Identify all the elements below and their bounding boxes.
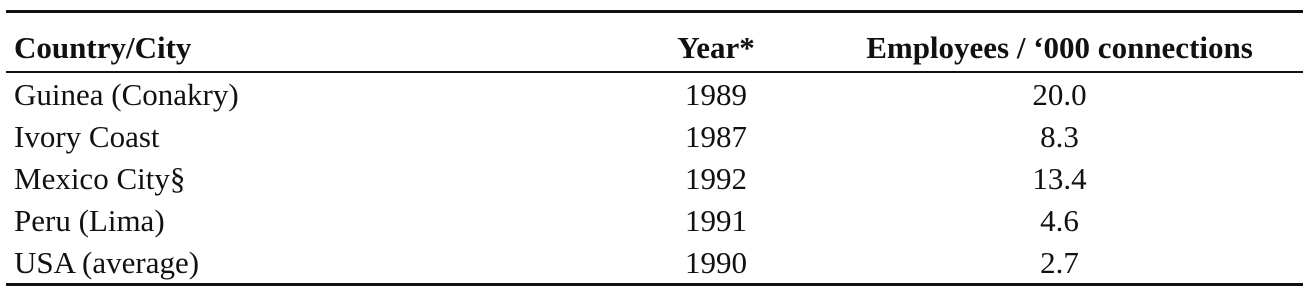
cell-year: 1987 — [685, 119, 747, 154]
cell-country: Guinea (Conakry) — [14, 77, 239, 112]
employees-per-connections-table — [6, 10, 1303, 286]
header-employees-per-connections: Employees / ‘000 connections — [866, 30, 1253, 65]
cell-employees: 4.6 — [1040, 203, 1079, 238]
table-row — [6, 72, 1303, 115]
cell-employees: 2.7 — [1040, 245, 1079, 280]
cell-employees: 13.4 — [1032, 161, 1087, 196]
cell-year: 1991 — [685, 203, 747, 238]
table-row — [6, 115, 1303, 157]
cell-country: USA (average) — [14, 245, 200, 280]
table-row — [6, 199, 1303, 241]
table-body — [6, 72, 1303, 285]
table-header — [6, 12, 1303, 73]
cell-country: Mexico City§ — [14, 161, 186, 196]
cell-employees: 20.0 — [1032, 77, 1087, 112]
data-table-container — [6, 10, 1303, 286]
cell-country: Ivory Coast — [14, 119, 160, 154]
table-row — [6, 157, 1303, 199]
cell-year: 1992 — [685, 161, 747, 196]
header-year: Year* — [677, 30, 755, 65]
cell-year: 1989 — [685, 77, 747, 112]
header-row — [6, 12, 1303, 73]
header-country-city: Country/City — [14, 30, 192, 65]
cell-country: Peru (Lima) — [14, 203, 165, 238]
cell-year: 1990 — [685, 245, 747, 280]
cell-employees: 8.3 — [1040, 119, 1079, 154]
